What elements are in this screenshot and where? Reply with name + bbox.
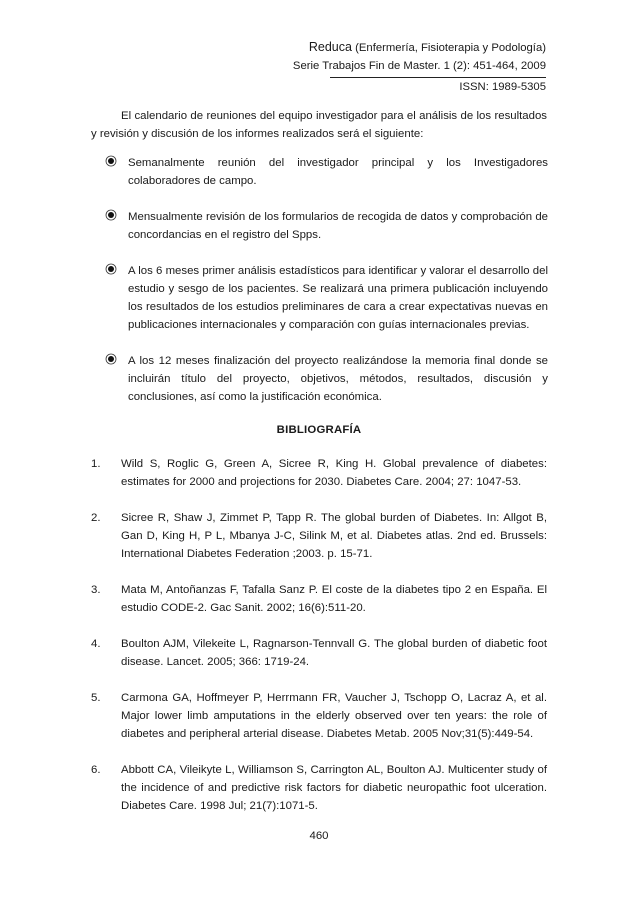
journal-name: Reduca — [308, 40, 352, 54]
journal-subtitle: (Enfermería, Fisioterapia y Podología) — [355, 42, 546, 54]
reference-number: 1. — [91, 458, 101, 470]
reference-number: 3. — [91, 584, 101, 596]
bullet-icon — [108, 212, 114, 218]
bullet-icon — [108, 266, 114, 272]
reference-number: 2. — [91, 512, 101, 524]
reference-item — [91, 581, 547, 617]
schedule-item-text: A los 6 meses primer análisis estadísticos para identificar y valorar el desarrollo del estudio y sesgo de los pacientes. Se realizará una primera publicación incluyendo los resultados de los estudios preliminares de cara a crear expectativas nuevas en publicaciones internacionales y comparación con guías internacionales previas. — [128, 265, 548, 331]
reference-text: Mata M, Antoñanzas F, Tafalla Sanz P. El coste de la diabetes tipo 2 en España. El estudio CODE-2. Gac Sanit. 2002; 16(6):511-20. — [121, 584, 547, 614]
reference-item — [91, 761, 547, 815]
reference-number: 4. — [91, 638, 101, 650]
schedule-list — [108, 154, 548, 424]
intro-paragraph: El calendario de reuniones del equipo investigador para el análisis de los resultados y revisión y discusión de los informes realizados será el siguiente: — [91, 110, 547, 140]
reference-text: Abbott CA, Vileikyte L, Williamson S, Carrington AL, Boulton AJ. Multicenter study of the incidence of and predictive risk factors for diabetic neuropathic foot ulceration. Diabetes Care. 1998 Jul; 21(7):1071-5. — [121, 764, 547, 812]
reference-number: 6. — [91, 764, 101, 776]
journal-title-line — [293, 38, 546, 57]
reference-text: Sicree R, Shaw J, Zimmet P, Tapp R. The global burden of Diabetes. In: Allgot B, Gan D, King H, P L, Mbanya J-C, Silink M, et al. Diabetes atlas. 2nd ed. Brussels: International Diabetes Federation ;2003. p. 15-71. — [121, 512, 547, 560]
schedule-item-text: A los 12 meses finalización del proyecto realizándose la memoria final donde se incluirán título del proyecto, objetivos, métodos, resultados, discusión y conclusiones, así como la justificación económica. — [128, 355, 548, 403]
reference-item — [91, 635, 547, 671]
journal-series: Serie Trabajos Fin de Master. 1 (2): 451-464, 2009 — [292, 60, 546, 72]
page-number: 460 — [309, 830, 329, 842]
reference-list — [91, 455, 547, 833]
bibliography-heading: BIBLIOGRAFÍA — [276, 424, 362, 436]
schedule-item — [108, 208, 548, 244]
schedule-item-text: Mensualmente revisión de los formularios de recogida de datos y comprobación de concordancias en el registro del Spps. — [128, 211, 548, 241]
schedule-item — [108, 262, 548, 334]
bullet-icon — [108, 356, 114, 362]
schedule-item — [108, 352, 548, 406]
reference-item — [91, 455, 547, 491]
reference-item — [91, 689, 547, 743]
journal-issn: ISSN: 1989-5305 — [330, 77, 546, 96]
reference-item — [91, 509, 547, 563]
bullet-icon — [108, 158, 114, 164]
reference-number: 5. — [91, 692, 101, 704]
journal-header — [293, 38, 546, 96]
reference-text: Wild S, Roglic G, Green A, Sicree R, King H. Global prevalence of diabetes: estimates for 2000 and projections for 2030. Diabetes Care. 2004; 27: 1047-53. — [121, 458, 547, 488]
reference-text: Carmona GA, Hoffmeyer P, Herrmann FR, Vaucher J, Tschopp O, Lacraz A, et al. Major lower limb amputations in the elderly observed over ten years: the role of diabetes and peripheral arterial disease. Diabetes Metab. 2005 Nov;31(5):449-54. — [121, 692, 547, 740]
reference-text: Boulton AJM, Vilekeite L, Ragnarson-Tennvall G. The global burden of diabetic foot disease. Lancet. 2005; 366: 1719-24. — [121, 638, 547, 668]
schedule-item-text: Semanalmente reunión del investigador principal y los Investigadores colaboradores de campo. — [128, 157, 548, 187]
schedule-item — [108, 154, 548, 190]
